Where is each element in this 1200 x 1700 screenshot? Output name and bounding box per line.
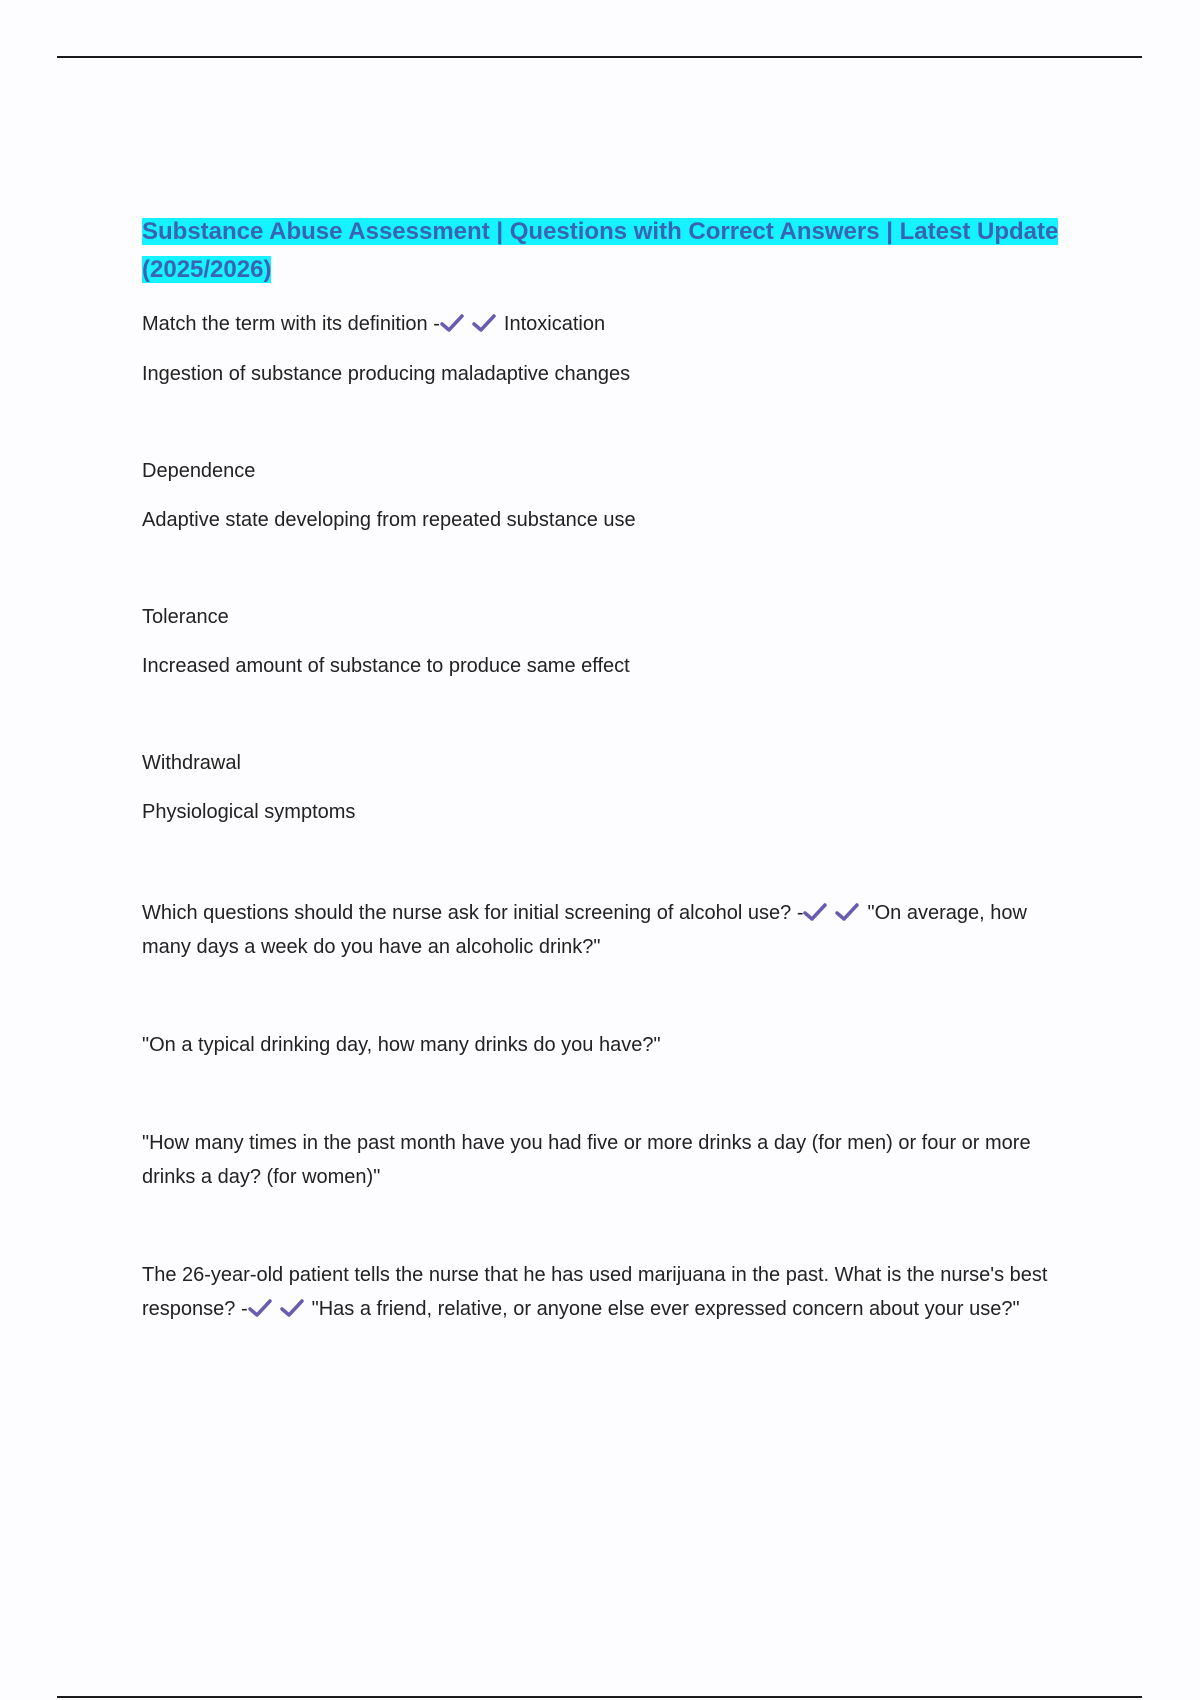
checkmark-icon <box>280 1295 304 1315</box>
question-2: Which questions should the nurse ask for initial screening of alcohol use? - "On average, how many days a week do you have an alcoholic drink?" <box>142 896 1062 964</box>
question-3: The 26-year-old patient tells the nurse that he has used marijuana in the past. What is the nurse's best response? - "Has a friend, relative, or anyone else ever expressed concern about your use?" <box>142 1264 1048 1320</box>
checkmark-icon <box>835 899 859 919</box>
definition-text: Adaptive state developing from repeated substance use <box>142 509 636 531</box>
screening-question: "On a typical drinking day, how many drinks do you have?" <box>142 1034 661 1056</box>
definition-text: Increased amount of substance to produce same effect <box>142 655 630 677</box>
definition-text: Physiological symptoms <box>142 801 356 823</box>
checkmark-icon <box>472 310 496 330</box>
checkmark-icon <box>248 1295 272 1315</box>
checkmark-icon <box>440 310 464 330</box>
term-text: Tolerance <box>142 606 229 628</box>
definition-text: Ingestion of substance producing maladaptive changes <box>142 363 631 385</box>
header-rule <box>57 56 1142 58</box>
checkmark-icon <box>803 899 827 919</box>
document-title: Substance Abuse Assessment | Questions with Correct Answers | Latest Update (2025/2026) <box>142 218 1059 283</box>
question-1: Match the term with its definition - Intoxication <box>142 307 1062 341</box>
term-text: Withdrawal <box>142 752 241 774</box>
document-body <box>142 213 1062 1326</box>
term-text: Dependence <box>142 460 256 482</box>
footer-rule <box>57 1696 1142 1698</box>
screening-question: "How many times in the past month have you had five or more drinks a day (for men) or four or more drinks a day? (for women)" <box>142 1132 1031 1188</box>
